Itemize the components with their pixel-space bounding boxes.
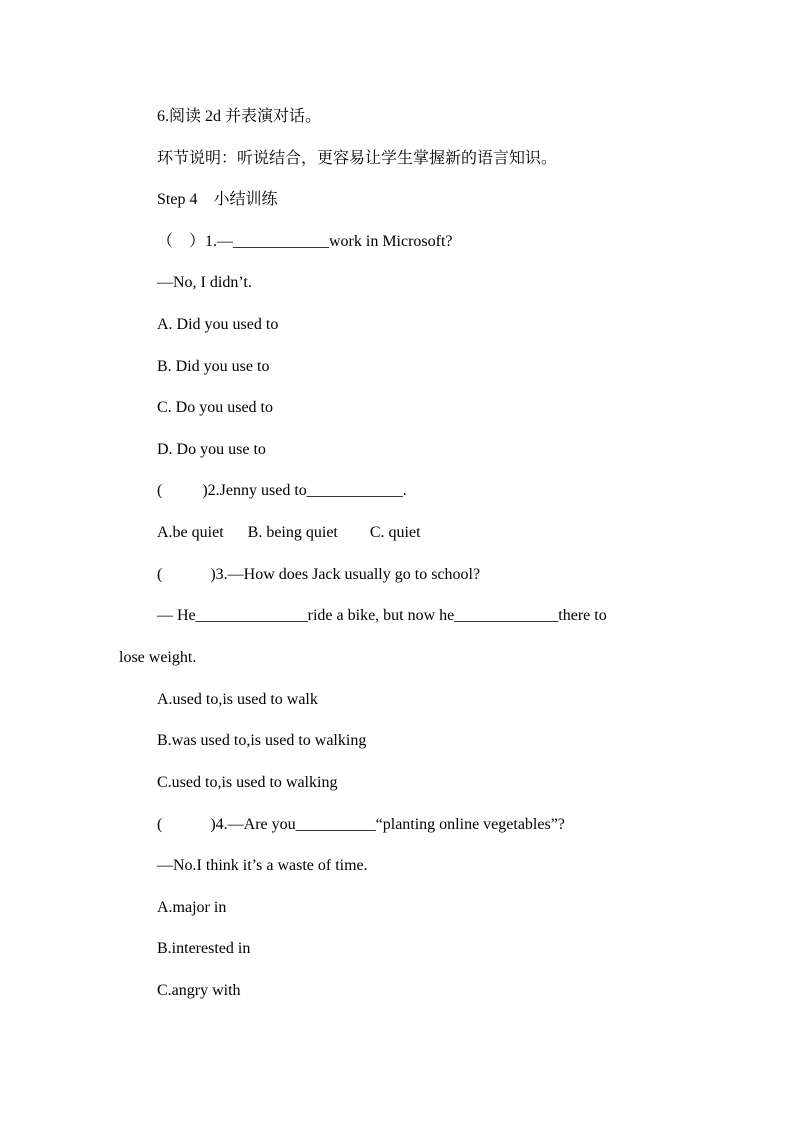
question-1: （ ）1.—____________work in Microsoft? <box>157 233 453 250</box>
q3-option-c: C.used to,is used to walking <box>157 774 338 791</box>
q2-options: A.be quiet B. being quiet C. quiet <box>157 524 421 541</box>
question-4-reply: —No.I think it’s a waste of time. <box>157 857 368 874</box>
question-2: ( )2.Jenny used to____________. <box>157 482 407 499</box>
q1-option-a: A. Did you used to <box>157 316 279 333</box>
question-3-reply: — He______________ride a bike, but now he_____________there to <box>157 607 607 624</box>
q3-option-a: A.used to,is used to walk <box>157 691 318 708</box>
question-3: ( )3.—How does Jack usually go to school? <box>157 566 481 583</box>
q1-option-c: C. Do you used to <box>157 399 273 416</box>
q4-option-a: A.major in <box>157 899 227 916</box>
q4-option-b: B.interested in <box>157 940 251 957</box>
q3-option-b: B.was used to,is used to walking <box>157 732 367 749</box>
explanation-line: 环节说明：听说结合，更容易让学生掌握新的语言知识。 <box>157 150 558 167</box>
question-4: ( )4.—Are you__________“planting online vegetables”? <box>157 816 565 833</box>
step-heading: Step 4 小结训练 <box>157 191 278 208</box>
instruction-line: 6.阅读 2d 并表演对话。 <box>157 108 322 125</box>
q1-option-d: D. Do you use to <box>157 441 266 458</box>
question-3-reply-continued: lose weight. <box>119 649 197 666</box>
question-1-reply: —No, I didn’t. <box>157 274 252 291</box>
q1-option-b: B. Did you use to <box>157 358 270 375</box>
q4-option-c: C.angry with <box>157 982 241 999</box>
